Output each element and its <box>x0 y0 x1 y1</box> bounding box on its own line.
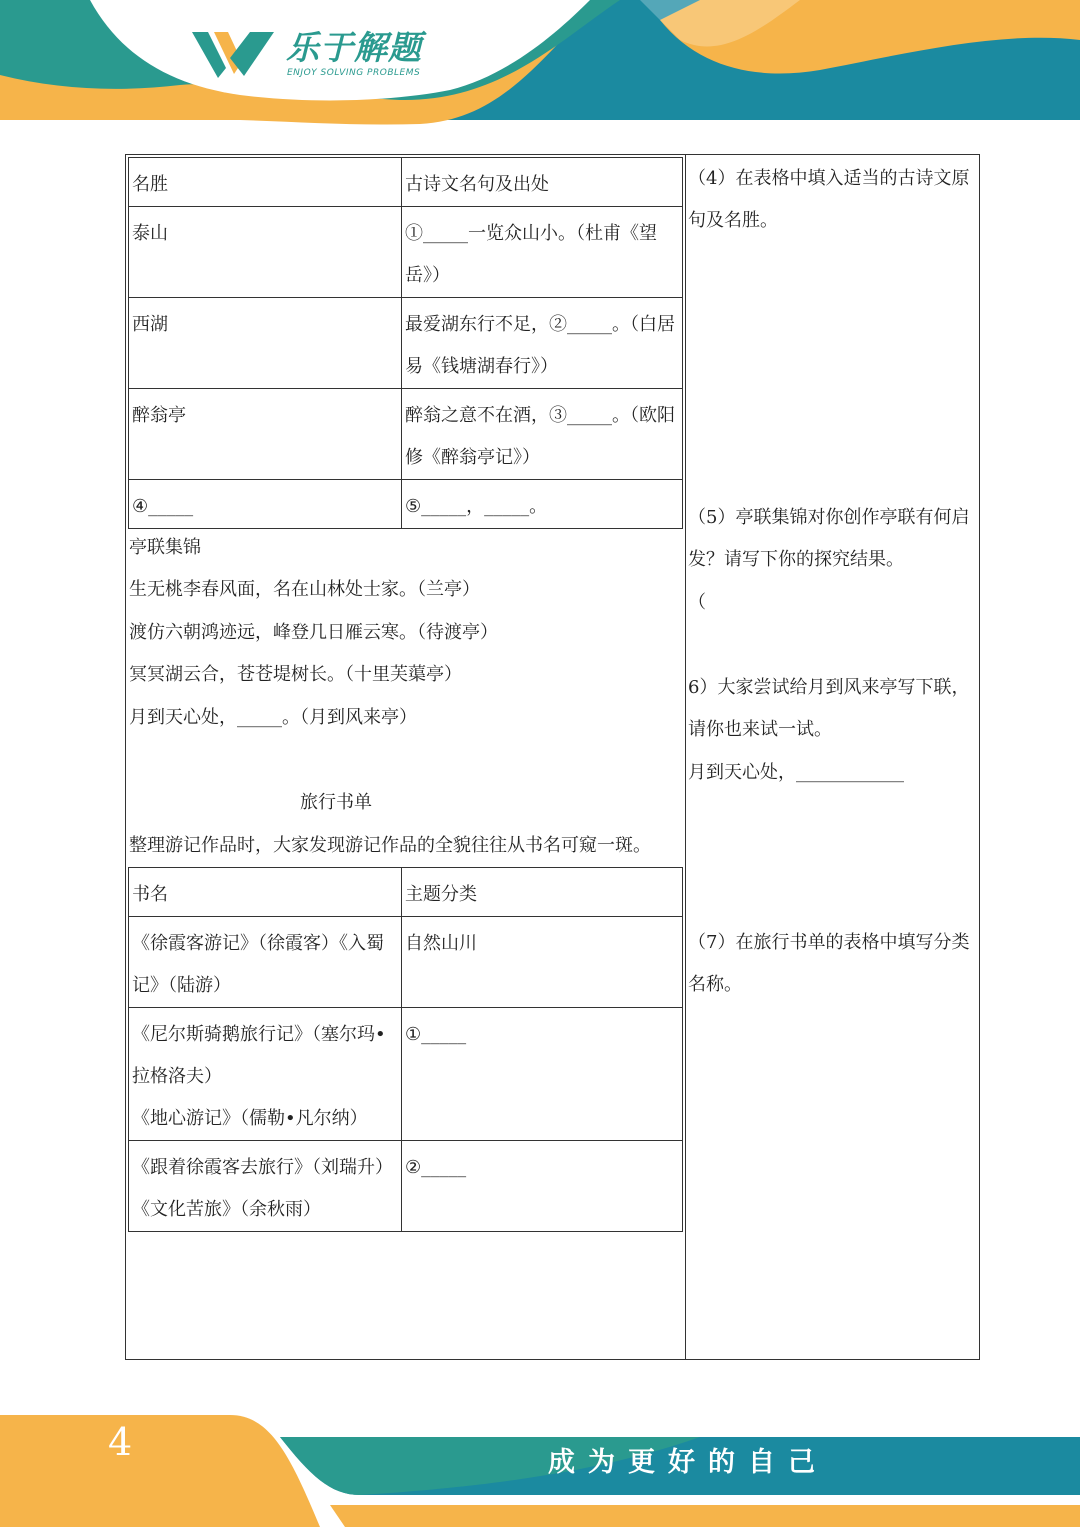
question-7: （7）在旅行书单的表格中填写分类名称。 <box>688 932 970 995</box>
pavilion-line: 渡仿六朝鸿迹远，峰登几日雁云寒。（待渡亭） <box>129 622 498 643</box>
brand-subtitle: ENJOY SOLVING PROBLEMS <box>287 68 421 78</box>
question-6-line <box>688 752 980 794</box>
table-header-cell: 书名 <box>129 868 402 917</box>
table-cell: ①_____一览众山小。（杜甫《望岳》） <box>402 207 683 298</box>
scenic-table <box>128 157 683 529</box>
question-5: （5）亭联集锦对你创作亭联有何启发？请写下你的探究结果。 <box>688 507 970 570</box>
pavilion-line: 生无桃李春风面，名在山林处士家。（兰亭） <box>129 579 480 600</box>
question-6-prefix: 月到天心处， <box>688 762 796 783</box>
table-header-cell: 名胜 <box>129 158 402 207</box>
table-cell: ④_____ <box>129 480 402 529</box>
book-line: 《跟着徐霞客去旅行》（刘瑞升） <box>132 1157 393 1178</box>
table-cell: 醉翁之意不在酒，③_____。（欧阳修《醉翁亭记》） <box>402 389 683 480</box>
table-row <box>129 1141 683 1232</box>
question-4: （4）在表格中填入适当的古诗文原句及名胜。 <box>688 168 970 231</box>
question-6-blank: ____________ <box>796 762 904 783</box>
footer-slogan: 成为更好的自己 <box>548 1447 828 1478</box>
header-banner <box>0 0 1080 130</box>
table-row <box>129 917 683 1008</box>
book-line: 《地心游记》（儒勒•凡尔纳） <box>132 1108 368 1129</box>
table-header-cell: 古诗文名句及出处 <box>402 158 683 207</box>
table-cell: ②_____ <box>402 1141 683 1232</box>
pavilion-title: 亭联集锦 <box>129 537 201 558</box>
table-row <box>129 207 683 298</box>
table-cell: 最爱湖东行不足，②_____。（白居易《钱塘湖春行》） <box>402 298 683 389</box>
table-cell: 《徐霞客游记》（徐霞客）《入蜀记》（陆游） <box>129 917 402 1008</box>
brand-name: 乐于解题 <box>286 28 422 67</box>
table-row <box>129 868 683 917</box>
footer-banner <box>0 1405 1080 1527</box>
table-row <box>129 158 683 207</box>
table-cell: ⑤_____，_____。 <box>402 480 683 529</box>
travel-table <box>128 867 683 1232</box>
table-row <box>129 1008 683 1141</box>
column-divider <box>685 154 686 1360</box>
book-line: 《文化苦旅》（余秋雨） <box>132 1199 321 1220</box>
table-cell: 泰山 <box>129 207 402 298</box>
table-cell <box>129 1008 402 1141</box>
question-5-answer: （ <box>688 592 706 613</box>
book-line: 《尼尔斯骑鹅旅行记》（塞尔玛•拉格洛夫） <box>132 1024 386 1087</box>
travel-title: 旅行书单 <box>300 792 372 813</box>
table-cell: 醉翁亭 <box>129 389 402 480</box>
travel-intro: 整理游记作品时，大家发现游记作品的全貌往往从书名可窥一斑。 <box>129 835 651 856</box>
table-cell <box>129 1141 402 1232</box>
table-header-cell: 主题分类 <box>402 868 683 917</box>
table-cell: 自然山川 <box>402 917 683 1008</box>
question-6: 6）大家尝试给月到风来亭写下联，请你也来试一试。 <box>688 677 970 740</box>
table-cell: 西湖 <box>129 298 402 389</box>
pavilion-line: 月到天心处，_____。（月到风来亭） <box>129 707 417 728</box>
table-row <box>129 389 683 480</box>
table-row <box>129 298 683 389</box>
page-number: 4 <box>108 1420 133 1464</box>
pavilion-line: 冥冥湖云合，苍苍堤树长。（十里芙蕖亭） <box>129 664 462 685</box>
table-cell: ①_____ <box>402 1008 683 1141</box>
logo-icon <box>192 28 276 80</box>
table-row <box>129 480 683 529</box>
